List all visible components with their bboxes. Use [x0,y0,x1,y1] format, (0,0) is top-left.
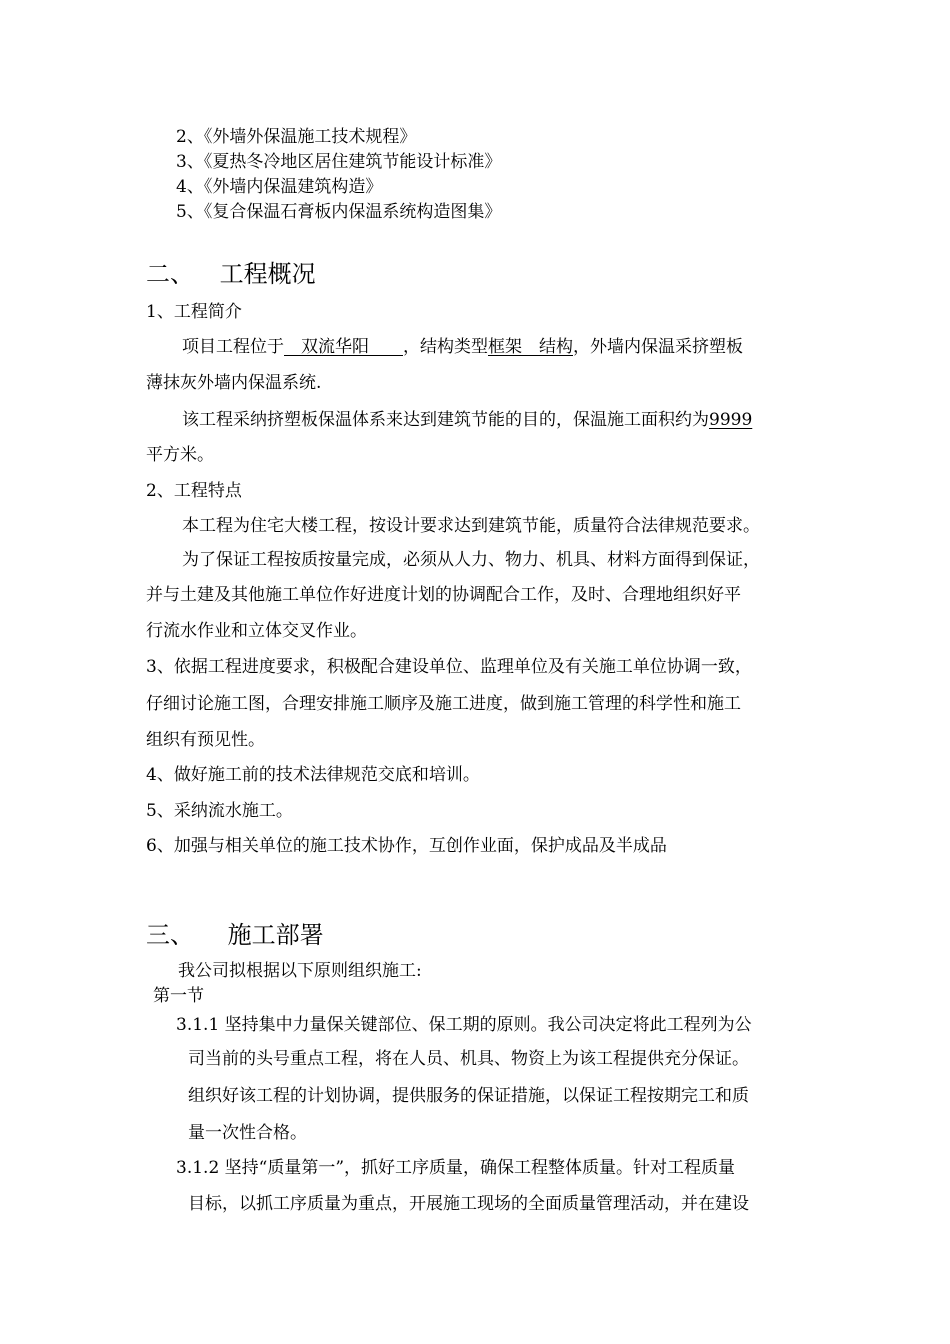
list-item: 3、依据工程进度要求，积极配合建设单位、监理单位及有关施工单位协调一致， [146,657,752,677]
paragraph-line: 行流水作业和立体交叉作业。 [146,621,367,641]
paragraph-line [182,336,743,358]
reference-item: 4、《外墙内保温建筑构造》 [176,177,383,197]
section-number: 二、 [146,260,194,288]
paragraph-line: 我公司拟根据以下原则组织施工: [178,961,422,981]
section-heading [146,259,316,289]
paragraph-line: 平方米。 [146,445,214,465]
section-label: 第一节 [153,986,204,1006]
structure-type-value: 框架 结构 [488,337,573,357]
paragraph-line: 为了保证工程按质按量完成，必须从人力、物力、机具、材料方面得到保证， [182,550,760,570]
subsection-title: 1、工程简介 [146,302,242,322]
list-item-continuation: 组织有预见性。 [146,730,265,750]
list-item: 5、采纳流水施工。 [146,801,293,821]
paragraph-line [182,409,752,431]
section-title: 施工部署 [227,921,324,949]
section-heading [146,920,324,950]
clause-line: 量一次性合格。 [188,1123,307,1143]
paragraph-line: 并与土建及其他施工单位作好进度计划的协调配合工作，及时、合理地组织好平 [146,585,741,605]
text-run: 该工程采纳挤塑板保温体系来达到建筑节能的目的，保温施工面积约为 [182,410,709,430]
clause-line: 目标，以抓工序质量为重点，开展施工现场的全面质量管理活动，并在建设 [188,1194,749,1214]
list-item: 6、加强与相关单位的施工技术协作，互创作业面，保护成品及半成品 [146,836,667,856]
clause-line: 司当前的头号重点工程，将在人员、机具、物资上为该工程提供充分保证。 [188,1049,749,1069]
reference-item: 3、《夏热冬冷地区居住建筑节能设计标准》 [176,152,502,172]
subsection-title: 2、工程特点 [146,481,242,501]
list-item: 4、做好施工前的技术法律规范交底和培训。 [146,765,480,785]
paragraph-line: 本工程为住宅大楼工程，按设计要求达到建筑节能，质量符合法律规范要求。 [182,516,760,536]
text-run: ，结构类型 [403,337,488,357]
location-value: 双流华阳 [284,337,403,357]
clause-line: 组织好该工程的计划协调，提供服务的保证措施，以保证工程按期完工和质 [188,1086,749,1106]
clause-line: 3.1.1 坚持集中力量保关键部位、保工期的原则。我公司决定将此工程列为公 [176,1015,752,1035]
paragraph-line: 薄抹灰外墙内保温系统. [146,373,322,393]
text-run: ，外墙内保温采挤塑板 [573,337,743,357]
reference-item: 2、《外墙外保温施工技术规程》 [176,127,417,147]
section-title: 工程概况 [219,260,316,288]
section-number: 三、 [146,921,194,949]
area-value: 9999 [709,410,753,430]
text-run: 项目工程位于 [182,337,284,357]
reference-item: 5、《复合保温石膏板内保温系统构造图集》 [176,202,502,222]
clause-line: 3.1.2 坚持“质量第一”，抓好工序质量，确保工程整体质量。针对工程质量 [176,1158,736,1178]
list-item-continuation: 仔细讨论施工图，合理安排施工顺序及施工进度，做到施工管理的科学性和施工 [146,694,741,714]
